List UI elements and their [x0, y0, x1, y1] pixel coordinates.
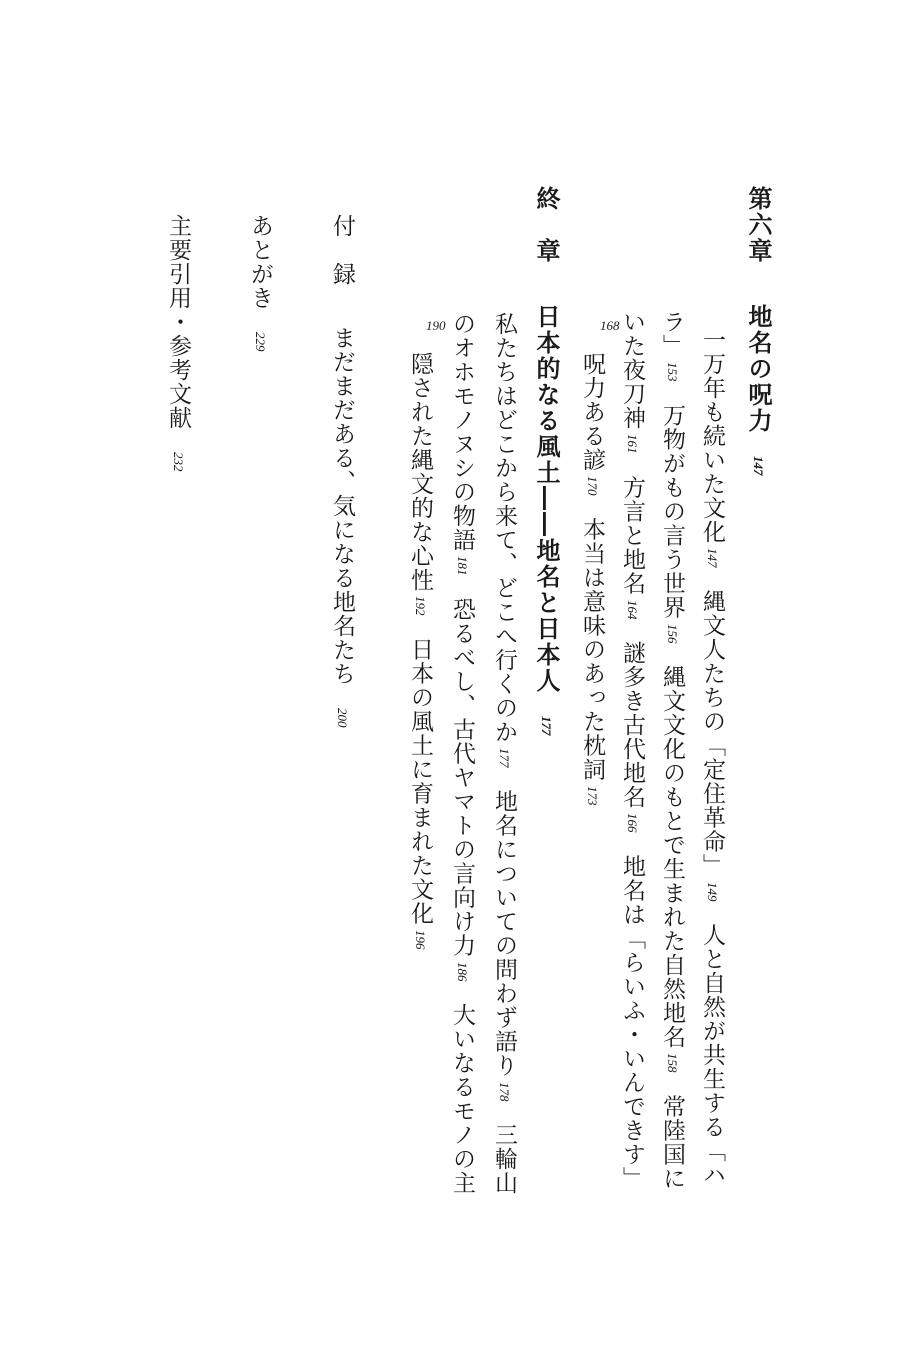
chapter6-entry-page: 158	[665, 1053, 680, 1073]
afterword-title: あとがき	[247, 214, 273, 310]
chapter6-entry-page: 147	[705, 548, 720, 568]
chapter6-entry-text: 地名は「らいふ・いんできす」	[619, 854, 645, 1191]
final-chapter-entry-text: 大いなるモノの主	[449, 1003, 475, 1195]
final-chapter-entry-page: 196	[413, 929, 428, 949]
final-chapter-line-2	[446, 312, 478, 1195]
final-chapter-entry-text: 隠された縄文的な心性	[407, 352, 433, 592]
final-chapter-entry-text: 恐るべし、古代ヤマトの言向け力	[449, 597, 475, 958]
final-chapter-entry-page: 181	[455, 556, 470, 576]
appendix-title: まだまだある、気になる地名たち	[329, 326, 355, 686]
chapter6-entry-page: 149	[705, 881, 720, 901]
final-chapter-line-1	[488, 312, 520, 1195]
chapter6-number: 第六章	[744, 186, 773, 264]
chapter6-entry-text: 呪力ある諺	[579, 352, 605, 472]
chapter6-entry-text: ラ」	[659, 310, 685, 358]
chapter6-entry-text: 人と自然が共生する「ハ	[699, 923, 725, 1187]
chapter6-entry-page: 156	[665, 623, 680, 643]
chapter6-entry-text: 縄文文化のもとで生まれた自然地名	[659, 665, 685, 1049]
references-page: 232	[171, 452, 186, 472]
chapter6-entry-text: 万物がもの言う世界	[659, 403, 685, 620]
chapter6-entry-text: 一万年も続いた文化	[699, 328, 725, 544]
chapter6-lead-page: 168	[600, 318, 620, 333]
final-chapter-heading	[530, 186, 562, 740]
final-chapter-entry-text: 日本の風土に育まれた文化	[407, 637, 433, 926]
final-chapter-entry-page: 192	[413, 596, 428, 616]
chapter6-entry-page: 173	[585, 785, 600, 805]
final-chapter-entry-text: 地名についての問わず語り	[491, 789, 517, 1078]
chapter6-entry-text: 本当は意味のあった枕詞	[579, 517, 605, 782]
chapter6-entry-text: 方言と地名	[619, 475, 645, 596]
chapter6-line-3	[616, 310, 648, 1191]
references-entry	[162, 214, 194, 476]
final-chapter-title-page: 177	[539, 716, 554, 736]
final-chapter-entry-page: 177	[497, 748, 512, 768]
final-chapter-entry-page: 178	[497, 1081, 512, 1101]
chapter6-entry-page: 161	[625, 434, 640, 454]
chapter6-heading	[742, 186, 774, 480]
final-chapter-line-3	[404, 352, 436, 953]
references-title: 主要引用・参考文献	[165, 214, 191, 430]
final-chapter-entry-text: 私たちはどこから来て、どこへ行くのか	[491, 312, 517, 744]
chapter6-title-page: 147	[751, 456, 766, 476]
appendix-label: 付 録	[329, 214, 355, 286]
chapter6-line-1	[696, 328, 728, 1187]
final-chapter-entry-text: 三輪山	[491, 1123, 517, 1195]
chapter6-entry-text: 常陸国に	[659, 1094, 685, 1191]
chapter6-entry-page: 166	[625, 813, 640, 833]
afterword-page: 229	[253, 332, 268, 352]
chapter6-title: 地名の呪力	[744, 304, 773, 434]
final-chapter-title: 日本的なる風土――地名と日本人	[532, 304, 561, 694]
chapter6-entry-page: 170	[585, 476, 600, 496]
final-chapter-number: 終 章	[532, 186, 561, 264]
final-chapter-entry-text: のオホモノヌシの物語	[449, 312, 475, 552]
appendix-entry	[326, 214, 358, 732]
afterword-entry	[244, 214, 276, 356]
chapter6-line-4	[576, 352, 608, 809]
chapter6-entry-page: 153	[665, 362, 680, 382]
chapter6-line-2	[656, 310, 688, 1191]
final-chapter-lead-page: 190	[426, 318, 446, 333]
chapter6-entry-text: いた夜刀神	[619, 310, 645, 430]
chapter6-entry-page: 164	[625, 599, 640, 619]
appendix-page: 200	[335, 708, 350, 728]
chapter6-entry-text: 縄文人たちの「定住革命」	[699, 589, 725, 878]
chapter6-entry-text: 謎多き古代地名	[619, 641, 645, 809]
final-chapter-entry-page: 186	[455, 961, 470, 981]
